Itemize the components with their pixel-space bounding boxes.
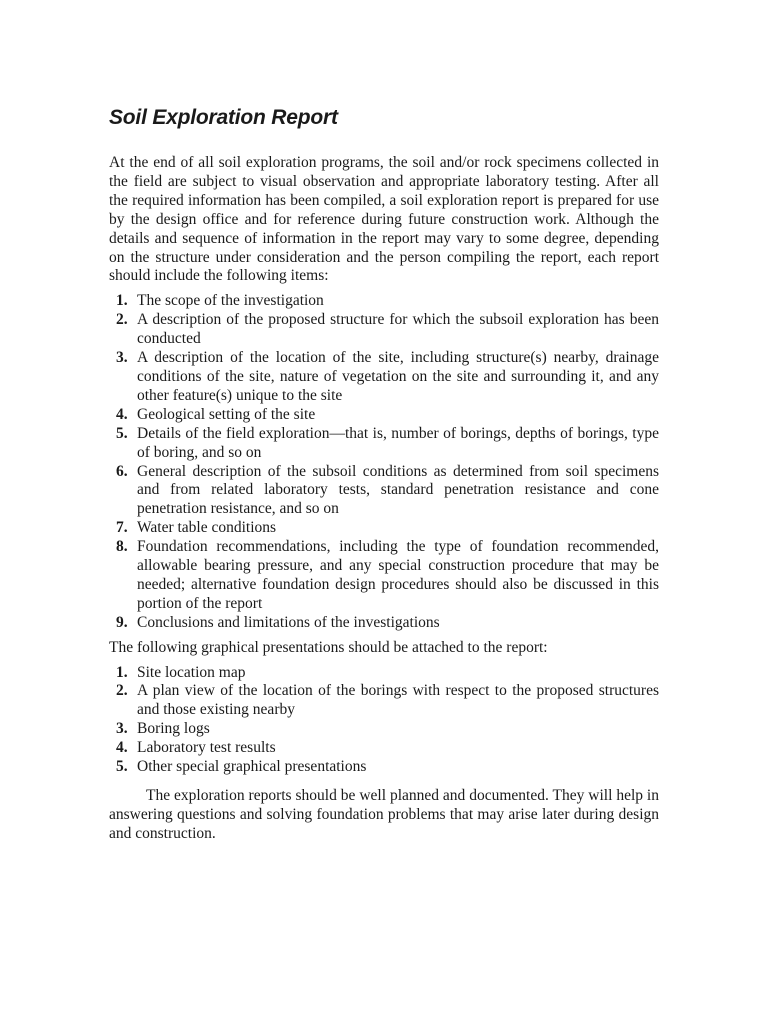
item-number: 1. xyxy=(116,292,128,310)
list-item xyxy=(109,682,659,720)
item-text: Geological setting of the site xyxy=(137,405,316,423)
list-item xyxy=(109,425,659,463)
list-item xyxy=(109,311,659,349)
item-number: 1. xyxy=(116,663,128,681)
item-number: 3. xyxy=(116,349,128,367)
item-text: Boring logs xyxy=(137,720,210,738)
list-item xyxy=(109,538,659,614)
item-text: General description of the subsoil conditions as determined from soil specimens and from related laboratory tests, standard penetration resistance and cone penetration resistance, and so on xyxy=(137,462,659,518)
item-number: 4. xyxy=(116,405,128,423)
list-item xyxy=(109,720,659,739)
item-text: Water table conditions xyxy=(137,519,277,537)
item-text: A description of the location of the site, including structure(s) nearby, drainage conditions of the site, nature of vegetation on the site and surrounding it, and any other feature(s) unique to the site xyxy=(137,349,659,404)
item-text: Details of the field exploration—that is, number of borings, depths of borings, type of boring, and so on xyxy=(137,424,659,461)
report-items-list xyxy=(109,292,659,632)
item-text: The scope of the investigation xyxy=(137,292,324,310)
list-item xyxy=(109,739,659,758)
item-number: 3. xyxy=(116,720,128,738)
list-item xyxy=(109,463,659,520)
page-title: Soil Exploration Report xyxy=(109,106,338,129)
item-text: Other special graphical presentations xyxy=(137,758,367,776)
closing-paragraph: The exploration reports should be well planned and documented. They will help in answering questions and solving foundation problems that may arise later during design and construction. xyxy=(109,787,659,842)
item-number: 9. xyxy=(116,613,128,631)
item-text: Laboratory test results xyxy=(137,739,276,757)
item-number: 6. xyxy=(116,462,128,480)
item-number: 5. xyxy=(116,758,128,776)
item-text: A description of the proposed structure for which the subsoil exploration has been conducted xyxy=(137,311,659,348)
graphics-intro-paragraph: The following graphical presentations should be attached to the report: xyxy=(109,638,548,656)
list-item xyxy=(109,406,659,425)
list-item xyxy=(109,519,659,538)
item-number: 5. xyxy=(116,424,128,442)
list-item xyxy=(109,349,659,406)
list-item xyxy=(109,614,659,633)
item-number: 4. xyxy=(116,739,128,757)
item-number: 7. xyxy=(116,519,128,537)
list-item xyxy=(109,664,659,683)
item-number: 8. xyxy=(116,538,128,556)
list-item xyxy=(109,758,659,777)
item-number: 2. xyxy=(116,311,128,329)
item-text: Conclusions and limitations of the investigations xyxy=(137,613,440,631)
item-text: Foundation recommendations, including the type of foundation recommended, allowable bearing pressure, and any special construction procedure that may be needed; alternative foundation design procedures should also be discussed in this portion of the report xyxy=(137,538,659,612)
list-item xyxy=(109,292,659,311)
item-number: 2. xyxy=(116,682,128,700)
item-text: A plan view of the location of the borings with respect to the proposed structures and those existing nearby xyxy=(137,682,659,719)
item-text: Site location map xyxy=(137,663,246,681)
intro-paragraph: At the end of all soil exploration programs, the soil and/or rock specimens collected in the field are subject to visual observation and appropriate laboratory testing. After all the required information has been compiled, a soil exploration report is prepared for use by the design office and for reference during future construction work. Although the details and sequence of information in the report may vary to some degree, depending on the structure under consideration and the person compiling the report, each report should include the following items: xyxy=(109,154,659,285)
document-page xyxy=(109,104,659,850)
graphic-items-list xyxy=(109,664,659,777)
